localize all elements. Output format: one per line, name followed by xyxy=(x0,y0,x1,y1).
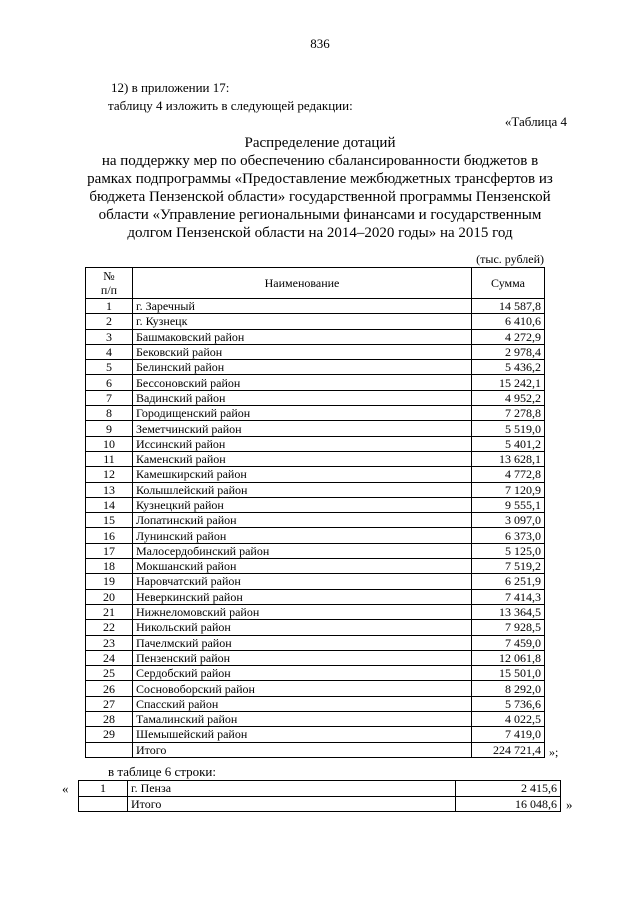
table-row xyxy=(86,543,545,558)
row-name: Мокшанский район xyxy=(133,559,472,574)
header-name: Наименование xyxy=(133,268,472,299)
table-header-row xyxy=(86,268,545,299)
row-sum: 2 978,4 xyxy=(472,344,545,359)
total-row xyxy=(86,742,545,757)
row-name: Лопатинский район xyxy=(133,513,472,528)
row-sum: 15 242,1 xyxy=(472,375,545,390)
title-line: рамках подпрограммы «Предоставление межбюджетных трансфертов из xyxy=(87,171,553,187)
row-number: 17 xyxy=(86,543,133,558)
table-row xyxy=(86,360,545,375)
table-row xyxy=(86,559,545,574)
table-row xyxy=(86,712,545,727)
row-number: 18 xyxy=(86,559,133,574)
table-row xyxy=(86,314,545,329)
row-sum: 7 459,0 xyxy=(472,635,545,650)
row-name: Нижнеломовский район xyxy=(133,604,472,619)
row-name: Итого xyxy=(128,796,456,812)
row-sum: 9 555,1 xyxy=(472,497,545,512)
row-number: 26 xyxy=(86,681,133,696)
title-line: на поддержку мер по обеспечению сбалансированности бюджетов в xyxy=(101,153,539,169)
table-row xyxy=(86,513,545,528)
table-row xyxy=(86,589,545,604)
row-sum: 4 952,2 xyxy=(472,390,545,405)
row-sum: 4 772,8 xyxy=(472,467,545,482)
table-row xyxy=(79,796,561,812)
row-name: Сосновоборский район xyxy=(133,681,472,696)
row-number: 22 xyxy=(86,620,133,635)
table-row xyxy=(86,482,545,497)
table-row xyxy=(86,528,545,543)
row-name: Пачелмский район xyxy=(133,635,472,650)
row-name: Малосердобинский район xyxy=(133,543,472,558)
row-name: Бековский район xyxy=(133,344,472,359)
table-end-mark: »; xyxy=(549,745,559,759)
row-number: 25 xyxy=(86,666,133,681)
header-number-line1: № xyxy=(103,269,115,283)
row-sum: 16 048,6 xyxy=(456,796,561,812)
row-sum: 6 373,0 xyxy=(472,528,545,543)
page-number: 836 xyxy=(310,36,330,51)
table-row xyxy=(86,681,545,696)
table6-rows xyxy=(78,780,561,812)
row-number: 21 xyxy=(86,604,133,619)
row-number: 8 xyxy=(86,406,133,421)
row-number: 5 xyxy=(86,360,133,375)
title-line: долгом Пензенской области на 2014–2020 годы» на 2015 год xyxy=(127,225,513,241)
table-row xyxy=(86,620,545,635)
row-sum: 7 419,0 xyxy=(472,727,545,742)
table-row xyxy=(86,329,545,344)
row-number: 3 xyxy=(86,329,133,344)
table-row xyxy=(86,436,545,451)
row-number: 7 xyxy=(86,390,133,405)
table-row xyxy=(86,574,545,589)
table-row xyxy=(86,299,545,314)
table-reference: «Таблица 4 xyxy=(504,114,567,129)
title-line: Распределение дотаций xyxy=(244,135,396,151)
row-number xyxy=(79,796,128,812)
open-quote: « xyxy=(62,781,69,796)
document-title xyxy=(80,134,560,242)
row-number: 2 xyxy=(86,314,133,329)
table-row xyxy=(86,467,545,482)
row-name: Иссинский район xyxy=(133,436,472,451)
title-line: бюджета Пензенской области» государственной программы Пензенской xyxy=(89,189,551,205)
row-number: 23 xyxy=(86,635,133,650)
amendment-item: 12) в приложении 17: xyxy=(111,80,230,95)
row-number: 12 xyxy=(86,467,133,482)
row-sum: 8 292,0 xyxy=(472,681,545,696)
row-number: 9 xyxy=(86,421,133,436)
units-label: (тыс. рублей) xyxy=(476,252,544,266)
row-name: г. Кузнецк xyxy=(133,314,472,329)
row-sum: 2 415,6 xyxy=(456,781,561,797)
row-number: 1 xyxy=(79,781,128,797)
header-number xyxy=(86,268,133,299)
row-number: 29 xyxy=(86,727,133,742)
row-name: Наровчатский район xyxy=(133,574,472,589)
row-number: 20 xyxy=(86,589,133,604)
row-name: Спасский район xyxy=(133,696,472,711)
row-number: 4 xyxy=(86,344,133,359)
row-number: 16 xyxy=(86,528,133,543)
row-number: 24 xyxy=(86,650,133,665)
row-sum: 6 251,9 xyxy=(472,574,545,589)
row-sum: 5 519,0 xyxy=(472,421,545,436)
row-sum: 13 364,5 xyxy=(472,604,545,619)
table-row xyxy=(86,696,545,711)
table-row xyxy=(86,421,545,436)
close-quote: » xyxy=(566,797,573,812)
row-sum: 3 097,0 xyxy=(472,513,545,528)
header-number-line2: п/п xyxy=(100,283,118,297)
table-row xyxy=(86,650,545,665)
row-number: 13 xyxy=(86,482,133,497)
row-name: Лунинский район xyxy=(133,528,472,543)
row-number: 28 xyxy=(86,712,133,727)
row-sum: 14 587,8 xyxy=(472,299,545,314)
table6-instruction: в таблице 6 строки: xyxy=(108,764,216,779)
row-name: Колышлейский район xyxy=(133,482,472,497)
row-name: Каменский район xyxy=(133,451,472,466)
row-sum: 5 401,2 xyxy=(472,436,545,451)
row-sum: 7 414,3 xyxy=(472,589,545,604)
row-number: 27 xyxy=(86,696,133,711)
table-row xyxy=(86,344,545,359)
row-sum: 4 272,9 xyxy=(472,329,545,344)
table-row xyxy=(86,497,545,512)
row-name: Шемышейский район xyxy=(133,727,472,742)
row-name: г. Заречный xyxy=(133,299,472,314)
row-sum: 7 278,8 xyxy=(472,406,545,421)
table-row xyxy=(86,406,545,421)
table-row xyxy=(86,727,545,742)
header-sum: Сумма xyxy=(472,268,545,299)
table-row xyxy=(86,604,545,619)
row-name: Пензенский район xyxy=(133,650,472,665)
row-number: 19 xyxy=(86,574,133,589)
row-number: 6 xyxy=(86,375,133,390)
row-sum: 7 519,2 xyxy=(472,559,545,574)
row-number: 15 xyxy=(86,513,133,528)
row-name: Кузнецкий район xyxy=(133,497,472,512)
row-name: Камешкирский район xyxy=(133,467,472,482)
row-number: 14 xyxy=(86,497,133,512)
row-sum: 7 120,9 xyxy=(472,482,545,497)
row-name: Белинский район xyxy=(133,360,472,375)
row-name: Вадинский район xyxy=(133,390,472,405)
row-name: Башмаковский район xyxy=(133,329,472,344)
total-number-cell xyxy=(86,742,133,757)
row-sum: 15 501,0 xyxy=(472,666,545,681)
row-name: Бессоновский район xyxy=(133,375,472,390)
total-value: 224 721,4 xyxy=(472,742,545,757)
table-row xyxy=(86,451,545,466)
row-name: Неверкинский район xyxy=(133,589,472,604)
table-row xyxy=(86,390,545,405)
amendment-instruction: таблицу 4 изложить в следующей редакции: xyxy=(108,98,353,113)
subsidy-table xyxy=(85,267,545,758)
row-sum: 6 410,6 xyxy=(472,314,545,329)
table-row xyxy=(86,375,545,390)
row-name: Городищенский район xyxy=(133,406,472,421)
row-sum: 12 061,8 xyxy=(472,650,545,665)
row-name: Тамалинский район xyxy=(133,712,472,727)
row-sum: 5 736,6 xyxy=(472,696,545,711)
row-sum: 4 022,5 xyxy=(472,712,545,727)
table-row xyxy=(86,635,545,650)
title-line: области «Управление региональными финансами и государственным xyxy=(98,207,542,223)
row-sum: 7 928,5 xyxy=(472,620,545,635)
row-name: Земетчинский район xyxy=(133,421,472,436)
row-sum: 5 125,0 xyxy=(472,543,545,558)
row-sum: 5 436,2 xyxy=(472,360,545,375)
table-row xyxy=(86,666,545,681)
row-name: Никольский район xyxy=(133,620,472,635)
row-sum: 13 628,1 xyxy=(472,451,545,466)
total-label: Итого xyxy=(133,742,472,757)
row-number: 1 xyxy=(86,299,133,314)
row-name: Сердобский район xyxy=(133,666,472,681)
row-number: 10 xyxy=(86,436,133,451)
row-number: 11 xyxy=(86,451,133,466)
row-name: г. Пенза xyxy=(128,781,456,797)
table-row xyxy=(79,781,561,797)
